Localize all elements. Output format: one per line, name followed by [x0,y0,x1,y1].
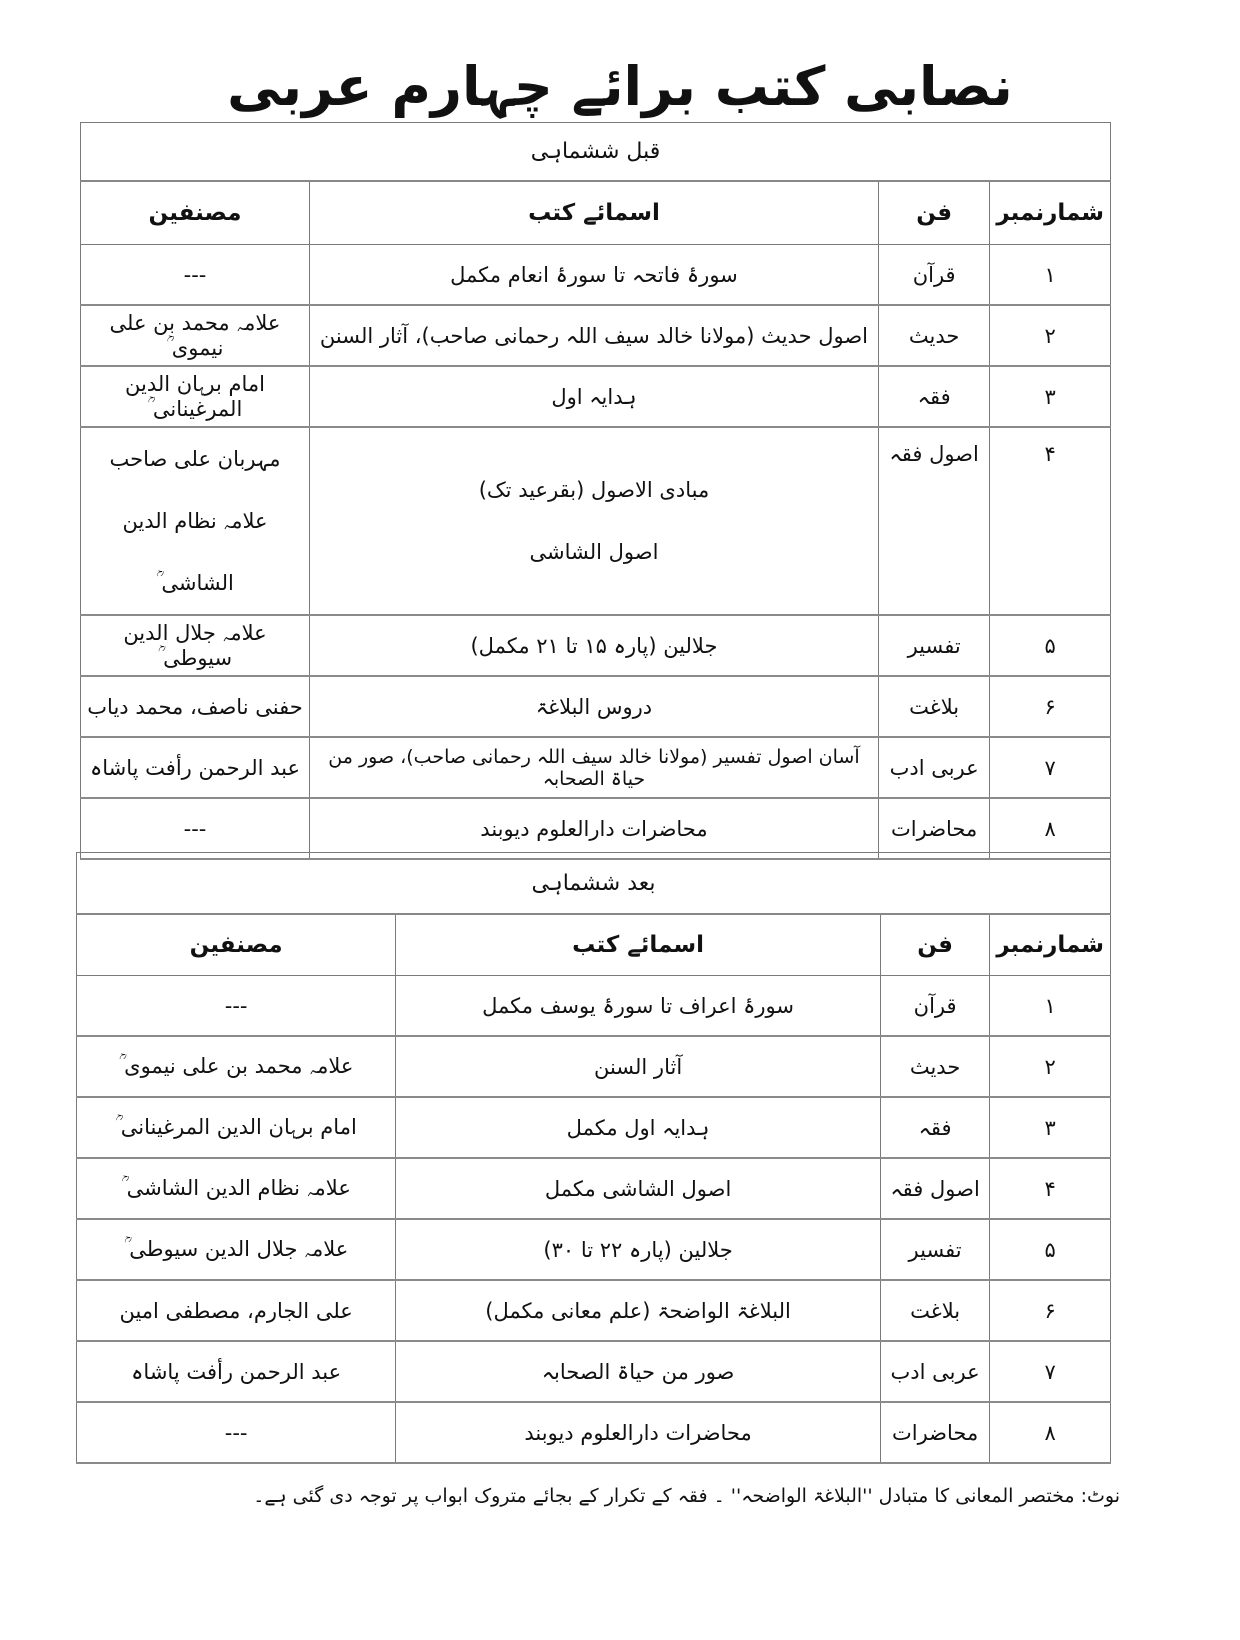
books-cell: صور من حیاۃ الصحابہ [396,1341,881,1402]
table-row [77,1097,1111,1158]
table-row [81,427,1111,615]
section-heading-row [77,853,1111,915]
subject-cell: تفسیر [880,1219,989,1280]
serial-cell: ۳ [990,366,1111,427]
authors-cell: علامہ نظام الدین الشاشی ؒ [77,1158,396,1219]
subject-cell: بلاغت [880,1280,989,1341]
serial-cell: ۲ [990,1036,1111,1097]
column-header-books: اسمائے کتب [309,181,878,245]
serial-cell: ۱ [990,976,1111,1037]
authors-cell: علامہ محمد بن علی نیموی ؒ [77,1036,396,1097]
column-header-serial: شمارنمبر [990,914,1111,976]
column-header-row [77,914,1111,976]
column-header-subject: فن [878,181,989,245]
column-header-subject: فن [880,914,989,976]
authors-cell: --- [81,245,310,306]
books-cell: البلاغۃ الواضحۃ (علم معانی مکمل) [396,1280,881,1341]
page-title: نصابی کتب برائے چہارم عربی [227,55,1013,118]
serial-cell: ۷ [990,737,1111,798]
authors-cell: عبد الرحمن رأفت پاشاہ [81,737,310,798]
authors-cell: --- [77,1402,396,1463]
table-row [81,245,1111,306]
books-cell: دروس البلاغۃ [309,676,878,737]
authors-cell: --- [77,976,396,1037]
books-cell: ہدایہ اول مکمل [396,1097,881,1158]
subject-cell: بلاغت [878,676,989,737]
table-row [81,798,1111,859]
books-cell: محاضرات دارالعلوم دیوبند [309,798,878,859]
subject-cell: فقہ [878,366,989,427]
serial-cell: ۳ [990,1097,1111,1158]
table-row [81,737,1111,798]
subject-cell: قرآن [880,976,989,1037]
authors-cell: امام برہان الدین المرغینانی ؒ [81,366,310,427]
books-cell: اصول الشاشی مکمل [396,1158,881,1219]
subject-cell: اصول فقہ [878,427,989,615]
table-row [77,1158,1111,1219]
authors-cell: علامہ جلال الدین سیوطی ؒ [77,1219,396,1280]
serial-cell: ۱ [990,245,1111,306]
syllabus-table-first-half [80,122,1111,860]
authors-cell: --- [81,798,310,859]
section-heading: قبل ششماہی [81,123,1111,182]
authors-cell: علامہ محمد بن علی نیموی ؒ [81,305,310,366]
serial-cell: ۵ [990,615,1111,676]
table-row [77,1341,1111,1402]
serial-cell: ۴ [990,1158,1111,1219]
books-cell: اصول حدیث (مولانا خالد سیف اللہ رحمانی صاحب)، آثار السنن [309,305,878,366]
syllabus-table-second-half [76,852,1111,1464]
serial-cell: ۸ [990,798,1111,859]
column-header-authors: مصنفین [77,914,396,976]
column-header-row [81,181,1111,245]
subject-cell: عربی ادب [878,737,989,798]
books-cell: سورۂ فاتحہ تا سورۂ انعام مکمل [309,245,878,306]
serial-cell: ۷ [990,1341,1111,1402]
subject-cell: عربی ادب [880,1341,989,1402]
table-row [81,615,1111,676]
books-cell: آثار السنن [396,1036,881,1097]
subject-cell: حدیث [880,1036,989,1097]
column-header-books: اسمائے کتب [396,914,881,976]
subject-cell: تفسیر [878,615,989,676]
subject-cell: محاضرات [878,798,989,859]
authors-cell: عبد الرحمن رأفت پاشاہ [77,1341,396,1402]
subject-cell: قرآن [878,245,989,306]
footnote: نوٹ: مختصر المعانی کا متبادل ''البلاغۃ الواضحہ'' ۔ فقہ کے تکرار کے بجائے متروک ابواب پر توجہ دی گئی ہے۔ [253,1485,1120,1507]
books-cell: جلالین (پارہ ۲۲ تا ۳۰) [396,1219,881,1280]
books-cell: جلالین (پارہ ۱۵ تا ۲۱ مکمل) [309,615,878,676]
book-line: اصول الشاشی [529,540,659,564]
column-header-serial: شمارنمبر [990,181,1111,245]
book-line: مبادی الاصول (بقرعید تک) [478,478,710,502]
table-row [77,1036,1111,1097]
table-row [77,1402,1111,1463]
authors-cell: حفنی ناصف، محمد دیاب [81,676,310,737]
section-heading-row [81,123,1111,182]
authors-cell: علامہ جلال الدین سیوطی ؒ [81,615,310,676]
serial-cell: ۶ [990,676,1111,737]
books-cell: سورۂ اعراف تا سورۂ یوسف مکمل [396,976,881,1037]
authors-cell: امام برہان الدین المرغینانی ؒ [77,1097,396,1158]
serial-cell: ۵ [990,1219,1111,1280]
table-row [81,676,1111,737]
subject-cell: اصول فقہ [880,1158,989,1219]
subject-cell: محاضرات [880,1402,989,1463]
author-line: مہربان علی صاحب [109,447,281,471]
author-line: علامہ نظام الدین الشاشی ؒ [122,509,268,595]
table-row [77,1219,1111,1280]
subject-cell: حدیث [878,305,989,366]
authors-cell: علی الجارم، مصطفی امین [77,1280,396,1341]
authors-cell [81,427,310,615]
serial-cell: ۲ [990,305,1111,366]
table-row [81,305,1111,366]
books-cell: آسان اصول تفسیر (مولانا خالد سیف اللہ رحمانی صاحب)، صور من حیاۃ الصحابہ [309,737,878,798]
books-cell: محاضرات دارالعلوم دیوبند [396,1402,881,1463]
section-heading: بعد ششماہی [77,853,1111,915]
table-row [77,1280,1111,1341]
table-row [77,976,1111,1037]
serial-cell: ۶ [990,1280,1111,1341]
subject-cell: فقہ [880,1097,989,1158]
books-cell: ہدایہ اول [309,366,878,427]
table-row [81,366,1111,427]
books-cell [309,427,878,615]
serial-cell: ۸ [990,1402,1111,1463]
column-header-authors: مصنفین [81,181,310,245]
serial-cell: ۴ [990,427,1111,615]
